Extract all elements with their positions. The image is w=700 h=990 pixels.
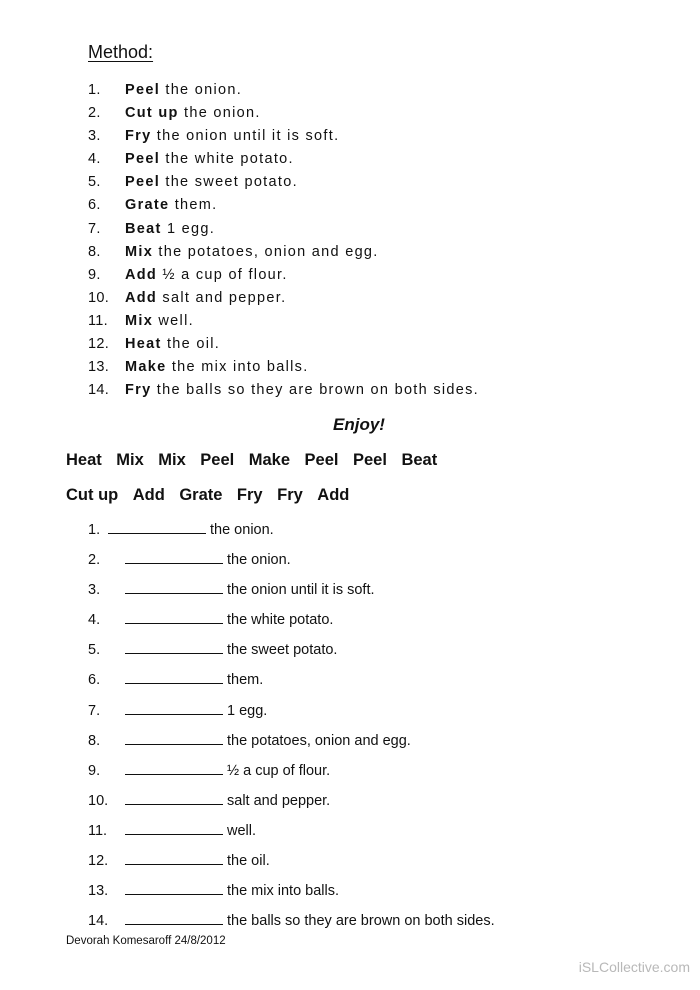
step-text: the onion. [178,105,261,122]
step-text: the sweet potato. [160,174,298,191]
step-text: the oil. [161,336,221,353]
exercise-text: well. [227,822,257,839]
step-text: the white potato. [160,151,294,168]
answer-blank [125,609,223,624]
method-step [88,242,479,265]
exercise-item [88,730,495,760]
exercise-text: the white potato. [227,612,334,629]
step-text: the balls so they are brown on both sides. [151,382,480,399]
step-verb: Mix [125,243,154,260]
step-number: 5. [88,174,101,191]
method-step [88,311,479,334]
word-bank-word: Peel [200,451,235,469]
exercise-text: the onion. [210,522,274,538]
step-verb: Add [125,289,158,306]
method-step [88,126,479,149]
answer-blank [125,549,223,564]
word-bank-word: Mix [158,451,186,469]
exercise-item [88,669,495,699]
word-bank-word: Grate [179,486,223,504]
exercise-number: 12. [88,853,109,870]
answer-blank [108,519,206,534]
exercise-number: 6. [88,672,101,689]
exercise-item [88,880,495,910]
exercise-number: 2. [88,552,101,569]
author-footer: Devorah Komesaroff 24/8/2012 [66,935,226,947]
word-bank-word: Peel [352,451,387,469]
step-verb: Mix [125,312,154,329]
exercise-text: the balls so they are brown on both sides. [227,913,495,930]
step-text: them. [169,197,218,214]
exercise-item [88,609,495,639]
exercise-item [88,549,495,579]
exercise-item [88,820,495,850]
method-step [88,357,479,380]
step-verb: Peel [125,151,161,168]
step-number: 8. [88,243,101,260]
step-number: 6. [88,197,101,214]
step-verb: Heat [125,336,162,353]
exercise-item [88,579,495,609]
method-step [88,288,479,311]
word-bank-word: Add [132,486,165,504]
exercise-text: the mix into balls. [227,883,340,900]
step-text: the onion. [160,82,243,98]
exercise-number: 10. [88,792,109,809]
method-step [88,149,479,172]
exercise-item [88,639,495,669]
exercise-number: 5. [88,642,101,659]
step-number: 14. [88,382,110,399]
exercise-number: 7. [88,702,101,719]
step-number: 10. [88,289,110,306]
step-text: salt and pepper. [157,289,287,306]
step-verb: Fry [125,128,152,145]
exercise-text: the onion. [227,552,291,569]
step-verb: Add [125,266,158,283]
method-title: Method: [88,42,154,62]
exercise-item [88,790,495,820]
exercise-text: salt and pepper. [227,792,331,809]
step-verb: Grate [125,197,170,214]
exercise-text: the potatoes, onion and egg. [227,732,411,749]
word-bank-word: Beat [401,451,438,469]
exercise-number: 13. [88,883,109,900]
step-text: ½ a cup of flour. [157,266,288,283]
step-verb: Peel [125,174,161,191]
answer-blank [125,669,223,684]
exercise-text: the sweet potato. [227,642,338,659]
word-bank-word: Add [317,486,350,504]
step-number: 4. [88,151,101,168]
method-steps-list [88,80,479,403]
step-text: the potatoes, onion and egg. [153,243,379,260]
step-verb: Beat [125,220,162,237]
answer-blank [125,700,223,715]
word-bank-word: Peel [304,451,339,469]
step-text: 1 egg. [161,220,216,237]
step-text: well. [153,312,194,329]
watermark: iSLCollective.com [578,959,690,975]
method-step [88,334,479,357]
answer-blank [125,730,223,745]
step-verb: Make [125,359,167,376]
method-step [88,265,479,288]
step-verb: Peel [125,82,161,98]
word-bank-word: Cut up [66,486,119,504]
exercise-item [88,850,495,880]
word-bank-word: Fry [277,486,303,504]
word-bank-word: Make [248,451,291,469]
exercise-number: 4. [88,612,101,629]
exercise-item [88,760,495,790]
step-number: 11. [88,312,108,329]
exercise-number: 3. [88,582,101,599]
step-number: 13. [88,359,110,376]
step-number: 9. [88,266,101,283]
exercise-number: 9. [88,762,101,779]
exercise-text: them. [227,672,264,689]
step-verb: Fry [125,382,152,399]
method-step [88,380,479,403]
exercise-number: 11. [88,822,108,839]
method-step [88,172,479,195]
answer-blank [125,790,223,805]
exercise-item [88,519,495,549]
step-number: 12. [88,336,110,353]
step-number: 2. [88,105,101,122]
step-text: the mix into balls. [166,359,309,376]
answer-blank [125,910,223,925]
method-step [88,219,479,242]
exercise-item [88,700,495,730]
word-bank-word: Fry [236,486,263,504]
step-number: 7. [88,220,101,237]
exercise-number: 8. [88,732,101,749]
answer-blank [125,850,223,865]
answer-blank [125,820,223,835]
answer-blank [125,639,223,654]
step-number: 1. [88,82,101,98]
method-step [88,80,479,103]
step-number: 3. [88,128,101,145]
step-verb: Cut up [125,105,179,122]
exercise-number: 14. [88,913,109,930]
method-step [88,195,479,218]
exercise-text: the oil. [227,853,270,870]
exercise-text: the onion until it is soft. [227,582,375,599]
exercise-number: 1. [88,522,101,538]
answer-blank [125,880,223,895]
answer-blank [125,760,223,775]
enjoy-closing: Enjoy! [333,415,385,434]
method-step [88,103,479,126]
exercise-text: 1 egg. [227,702,268,719]
exercise-text: ½ a cup of flour. [227,762,331,779]
answer-blank [125,579,223,594]
step-text: the onion until it is soft. [151,128,340,145]
exercise-list [88,519,495,940]
word-bank-row-2 [66,486,364,505]
word-bank-word: Heat [66,451,102,469]
word-bank-word: Mix [116,451,144,469]
word-bank-row-1 [66,451,452,470]
